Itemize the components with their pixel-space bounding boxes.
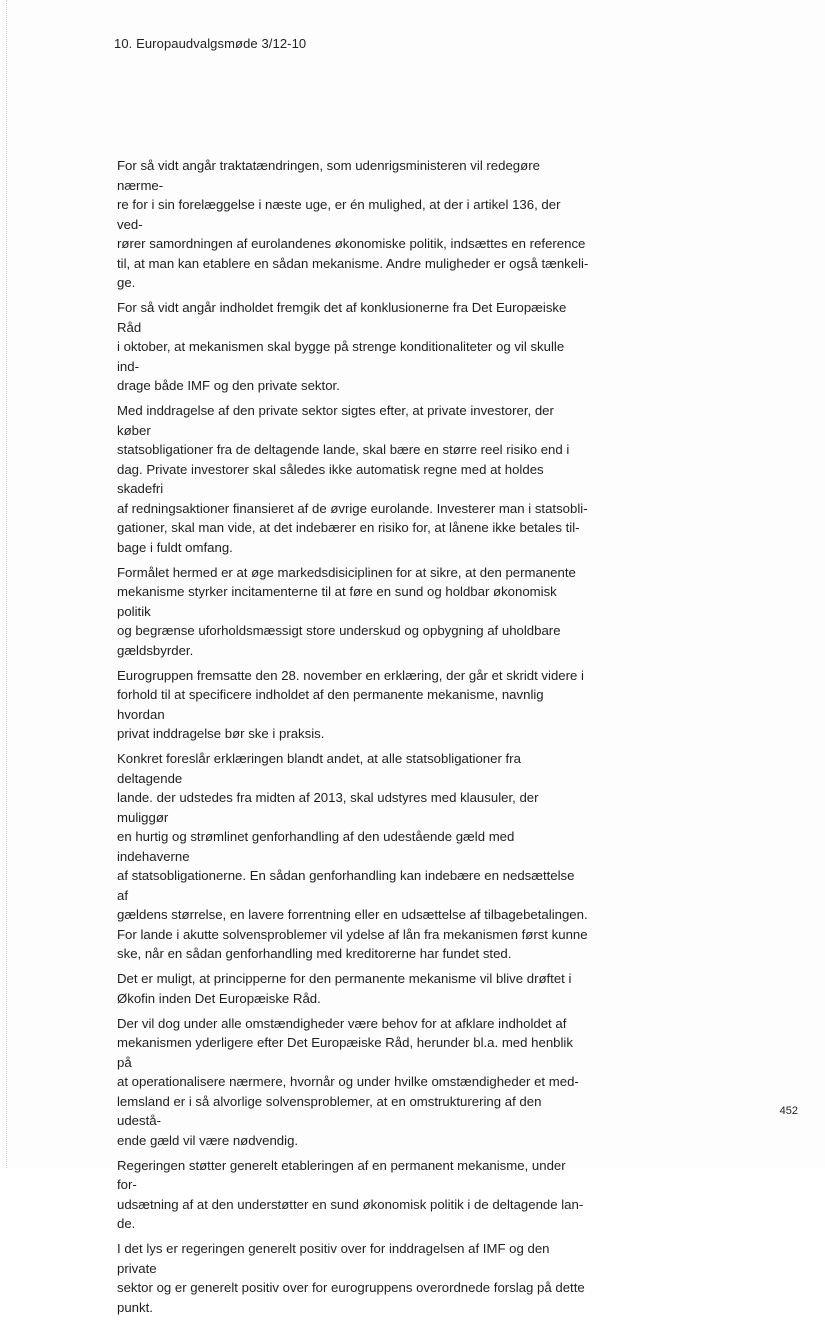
paragraph: Det er muligt, at principperne for den permanente mekanisme vil blive drøftet i Økofin inden Det Europæiske Råd. xyxy=(117,971,572,1006)
scan-edge xyxy=(6,0,7,1168)
paragraph: I det lys er regeringen generelt positiv over for inddragelsen af IMF og den private sektor og er generelt positiv over for eurogruppens overordnede forslag på dette punkt. xyxy=(117,1241,585,1315)
paragraph: For så vidt angår indholdet fremgik det af konklusionerne fra Det Europæiske Råd i oktober, at mekanismen skal bygge på strenge konditionaliteter og vil skulle ind- drage både IMF og den private sektor. xyxy=(117,300,567,393)
paragraph: Formålet hermed er at øge markedsdisiciplinen for at sikre, at den permanente mekanisme styrker incitamenterne til at føre en sund og holdbar økonomisk politik og begrænse uforholdsmæssigt store underskud og opbygning af uholdbare gældsbyrder. xyxy=(117,564,576,658)
paragraph: Med inddragelse af den private sektor sigtes efter, at private investorer, der køber statsobligationer fra de deltagende lande, skal bære en større reel risiko end i dag. Private investorer skal således ikke automatisk regne med at holdes skadefri af redningsaktioner finansieret af de øvrige eurolande. Investerer man i statsobli- gationer, skal man vide, at det indebærer en risiko for, at lånene ikke betales til- bage i fuldt omfang. xyxy=(117,403,588,555)
page-number: 452 xyxy=(779,1105,798,1117)
paragraph: Konkret foreslår erklæringen blandt andet, at alle statsobligationer fra deltagende lande. der udstedes fra midten af 2013, skal udstyres med klausuler, der muliggør en hurtig og strømlinet genforhandling af den udestående gæld med indehaverne af statsobligationerne. En sådan genforhandling kan indebære en nedsættelse af gældens størrelse, en lavere forrentning eller en udsættelse af tilbagebetalingen. For lande i akutte solvensproblemer vil ydelse af lån fra mekanismen først kunne ske, når en sådan genforhandling med kreditorerne har fundet sted. xyxy=(117,751,588,961)
paragraph: For så vidt angår traktatændringen, som udenrigsministeren vil redegøre nærme- re for i sin forelæggelse i næste uge, er én mulighed, at der i artikel 136, der ved- rører samordningen af eurolandenes økonomiske politik, indsættes en reference til, at man kan etablere en sådan mekanisme. Andre muligheder er også tænkeli- ge. xyxy=(117,158,589,290)
page-header: 10. Europaudvalgsmøde 3/12-10 xyxy=(114,36,307,51)
paragraph: Der vil dog under alle omstændigheder være behov for at afklare indholdet af mekanismen yderligere efter Det Europæiske Råd, herunder bl.a. med henblik på at operationalisere nærmere, hvornår og under hvilke omstændigheder et med- lemsland er i så alvorlige solvensproblemer, at en omstrukturering af den udestå- ende gæld vil være nødvendig. xyxy=(117,1015,579,1148)
paragraph: Eurogruppen fremsatte den 28. november en erklæring, der går et skridt videre i forhold til at specificere indholdet af den permanente mekanisme, navnlig hvordan privat inddragelse bør ske i praksis. xyxy=(117,667,584,741)
paragraph: Regeringen støtter generelt etableringen af en permanent mekanisme, under for- udsætning af at den understøtter en sund økonomisk politik i de deltagende lan- de. xyxy=(117,1157,584,1231)
body-text xyxy=(117,156,589,1323)
